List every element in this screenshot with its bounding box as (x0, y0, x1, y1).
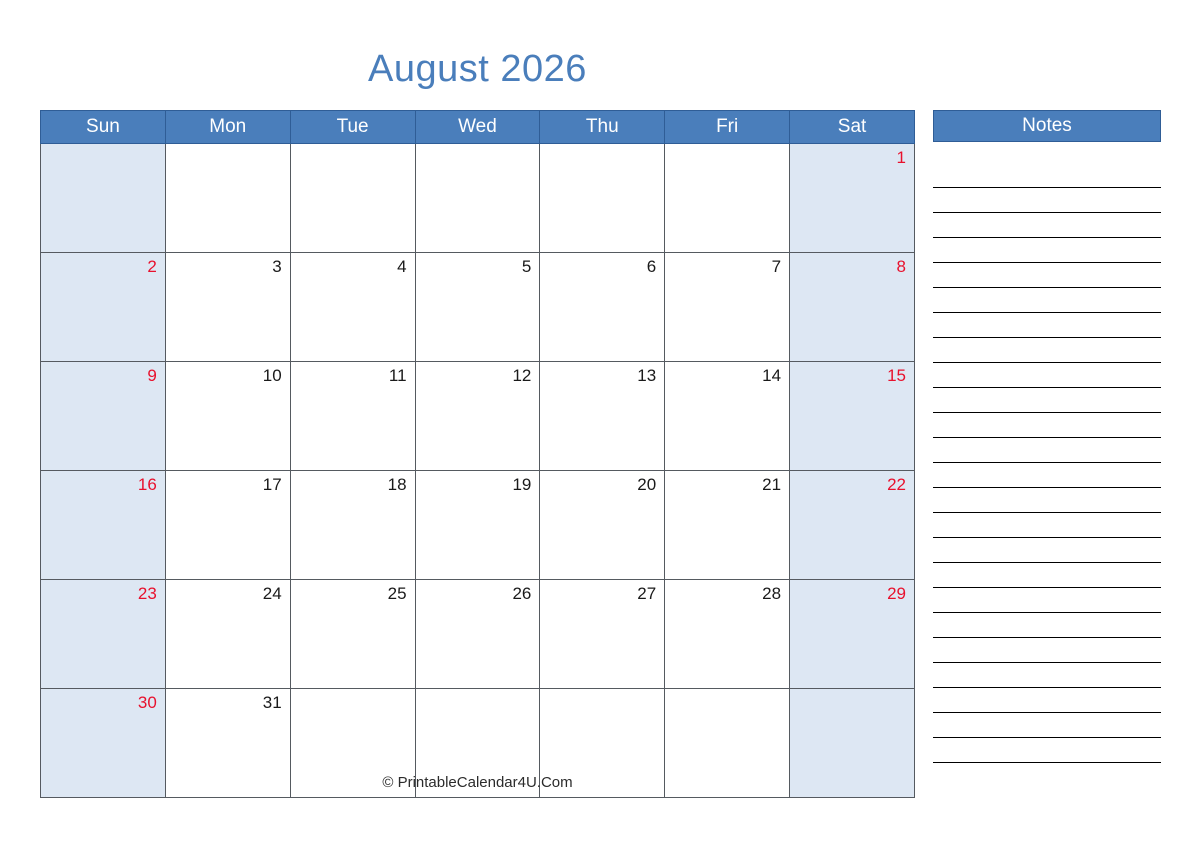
calendar-day-cell[interactable] (790, 580, 915, 689)
calendar-day-cell[interactable] (665, 471, 790, 580)
note-line[interactable] (933, 438, 1161, 463)
calendar-day-number: 13 (637, 366, 657, 385)
calendar-week-row (41, 580, 915, 689)
calendar-day-number: 12 (512, 366, 532, 385)
calendar-day-number: 21 (762, 475, 782, 494)
calendar-day-cell[interactable] (165, 253, 290, 362)
weekday-header-tue: Tue (290, 111, 415, 144)
calendar-day-cell[interactable] (540, 144, 665, 253)
calendar-day-number: 8 (896, 257, 906, 276)
calendar-day-number: 15 (887, 366, 906, 385)
note-line[interactable] (933, 663, 1161, 688)
calendar-day-cell[interactable] (790, 144, 915, 253)
calendar-week-row (41, 144, 915, 253)
calendar-day-cell[interactable] (415, 362, 540, 471)
note-line[interactable] (933, 538, 1161, 563)
weekday-header-sat: Sat (790, 111, 915, 144)
calendar-day-number: 26 (512, 584, 532, 603)
calendar-day-cell[interactable] (165, 471, 290, 580)
calendar-day-cell[interactable] (540, 580, 665, 689)
calendar-day-number: 7 (771, 257, 782, 276)
calendar-body (41, 144, 915, 798)
note-line[interactable] (933, 363, 1161, 388)
calendar-day-number: 22 (887, 475, 906, 494)
calendar-day-number: 10 (262, 366, 282, 385)
calendar-day-number: 18 (387, 475, 407, 494)
calendar-day-number: 20 (637, 475, 657, 494)
weekday-header-mon: Mon (165, 111, 290, 144)
note-line[interactable] (933, 488, 1161, 513)
calendar-day-cell[interactable] (415, 471, 540, 580)
note-line[interactable] (933, 688, 1161, 713)
note-line[interactable] (933, 238, 1161, 263)
calendar-day-cell[interactable] (540, 253, 665, 362)
calendar-day-cell[interactable] (165, 144, 290, 253)
calendar-day-cell[interactable] (290, 471, 415, 580)
calendar-day-cell[interactable] (665, 362, 790, 471)
note-line[interactable] (933, 313, 1161, 338)
calendar-day-number: 28 (762, 584, 782, 603)
calendar-day-cell[interactable] (790, 362, 915, 471)
calendar-day-cell[interactable] (415, 253, 540, 362)
calendar-day-number: 31 (262, 693, 282, 712)
calendar-day-cell[interactable] (415, 144, 540, 253)
calendar-day-cell[interactable] (290, 580, 415, 689)
calendar-day-cell[interactable] (41, 471, 166, 580)
weekday-header-thu: Thu (540, 111, 665, 144)
calendar-day-cell[interactable] (41, 253, 166, 362)
calendar-week-row (41, 362, 915, 471)
note-line[interactable] (933, 713, 1161, 738)
note-line[interactable] (933, 163, 1161, 188)
calendar-day-number: 11 (388, 366, 407, 385)
note-line[interactable] (933, 188, 1161, 213)
note-line[interactable] (933, 213, 1161, 238)
weekday-header-fri: Fri (665, 111, 790, 144)
calendar-week-row (41, 471, 915, 580)
calendar-day-cell[interactable] (41, 580, 166, 689)
note-line[interactable] (933, 738, 1161, 763)
notes-header: Notes (933, 110, 1161, 142)
calendar-grid (40, 110, 915, 798)
note-line[interactable] (933, 463, 1161, 488)
calendar-day-cell[interactable] (165, 362, 290, 471)
note-line[interactable] (933, 613, 1161, 638)
calendar-day-number: 19 (512, 475, 532, 494)
weekday-header-sun: Sun (41, 111, 166, 144)
calendar-day-cell[interactable] (41, 362, 166, 471)
calendar-day-number: 2 (147, 257, 157, 276)
calendar-day-cell[interactable] (290, 253, 415, 362)
note-line[interactable] (933, 388, 1161, 413)
note-line[interactable] (933, 513, 1161, 538)
calendar-day-number: 25 (387, 584, 407, 603)
calendar-day-cell[interactable] (41, 144, 166, 253)
notes-panel (933, 110, 1161, 763)
calendar-day-number: 5 (521, 257, 532, 276)
calendar-day-cell[interactable] (290, 144, 415, 253)
weekday-header-row (41, 111, 915, 144)
calendar-day-cell[interactable] (165, 580, 290, 689)
note-line[interactable] (933, 563, 1161, 588)
notes-lines (933, 163, 1161, 763)
calendar-day-number: 17 (262, 475, 282, 494)
calendar-day-number: 24 (262, 584, 282, 603)
note-line[interactable] (933, 638, 1161, 663)
calendar-day-number: 4 (397, 257, 407, 276)
calendar-day-cell[interactable] (540, 471, 665, 580)
calendar-day-cell[interactable] (790, 253, 915, 362)
calendar-day-cell[interactable] (415, 580, 540, 689)
note-line[interactable] (933, 263, 1161, 288)
calendar-day-number: 16 (137, 475, 157, 494)
note-line[interactable] (933, 588, 1161, 613)
calendar-day-number: 9 (147, 366, 157, 385)
calendar-day-cell[interactable] (790, 471, 915, 580)
note-line[interactable] (933, 413, 1161, 438)
footer-credit: © PrintableCalendar4U.Com (382, 774, 573, 791)
page-title: August 2026 (368, 48, 587, 90)
calendar-day-number: 3 (272, 257, 282, 276)
calendar-week-row (41, 253, 915, 362)
calendar-day-cell[interactable] (665, 580, 790, 689)
calendar-day-cell[interactable] (540, 362, 665, 471)
calendar-day-number: 1 (896, 148, 906, 167)
calendar-day-number: 23 (137, 584, 157, 603)
calendar-day-number: 29 (887, 584, 906, 603)
calendar-day-cell[interactable] (290, 362, 415, 471)
calendar-day-number: 30 (137, 693, 157, 712)
note-line[interactable] (933, 288, 1161, 313)
weekday-header-wed: Wed (415, 111, 540, 144)
note-line[interactable] (933, 338, 1161, 363)
calendar-day-cell[interactable] (665, 144, 790, 253)
calendar-day-number: 14 (762, 366, 782, 385)
calendar-day-number: 6 (646, 257, 657, 276)
calendar-day-number: 27 (637, 584, 657, 603)
calendar-day-cell[interactable] (665, 253, 790, 362)
